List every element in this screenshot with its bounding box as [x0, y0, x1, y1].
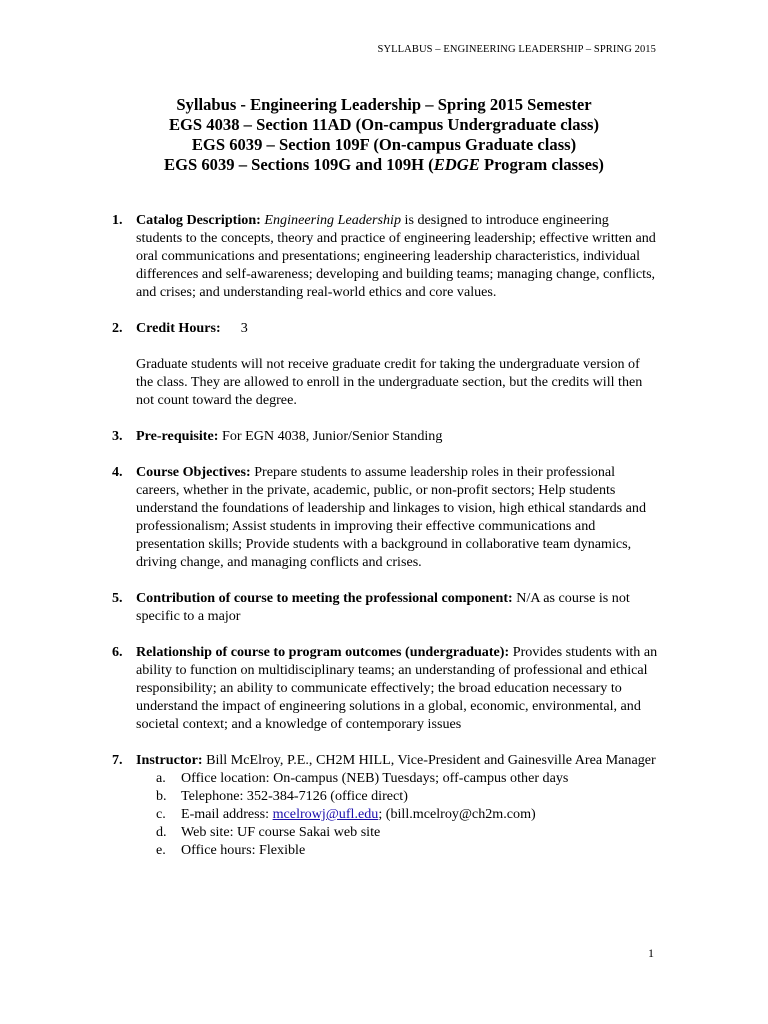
item-text: Prepare students to assume leadership roles in their professional careers, whether in the private, academic, public, or non-profit sectors; Help students understand the foundations of leadership and linkages to vision, high ethical standards and professionalism; Assist students in improving their effective communications and presentation skills; Provide students with a background in collaborative team dynamics, driving change, and managing conflicts and crises. [136, 464, 646, 570]
item-number: 3. [112, 428, 123, 444]
list-item-prerequisite [112, 427, 658, 445]
item-text: Bill McElroy, P.E., CH2M HILL, Vice-President and Gainesville Area Manager [202, 752, 656, 768]
item-number: 5. [112, 590, 123, 606]
title-line-4-prefix: EGS 6039 – Sections 109G and 109H ( [164, 155, 434, 174]
item-body [136, 463, 658, 571]
item-heading: Pre-requisite: [136, 428, 219, 444]
email-link[interactable]: mcelrowj@ufl.edu [272, 806, 379, 822]
item-heading: Contribution of course to meeting the professional component: [136, 590, 513, 606]
instructor-details [136, 769, 658, 859]
sub-item-text: Telephone: 352-384-7126 (office direct) [181, 788, 408, 804]
item-heading: Course Objectives: [136, 464, 251, 480]
item-text: Provides students with an ability to function on multidisciplinary teams; an understanding of professional and ethical responsibility; an ability to communicate effectively; the broad education necessary to understand the impact of engineering solutions in a global, economic, environmental, and societal context; and a knowledge of contemporary issues [136, 644, 658, 732]
item-number: 2. [112, 320, 123, 336]
sub-item-office-hours [136, 841, 658, 859]
item-number: 7. [112, 752, 123, 768]
sub-item-prefix: E-mail address: [181, 806, 273, 822]
item-body [136, 643, 658, 733]
page-number: 1 [648, 946, 654, 960]
item-text: is designed to introduce engineering students to the concepts, theory and practice of engineering leadership; effective written and oral communications and presentations; engineering leadership characteristics, individual differences and self-awareness; developing and building teams; managing change, conflicts, and crises; and understanding real-world ethics and core values. [136, 212, 656, 300]
item-emphasis: Engineering Leadership [264, 212, 402, 228]
title-line-1: Syllabus - Engineering Leadership – Spring 2015 Semester [176, 95, 592, 114]
sub-item-text: Web site: UF course Sakai web site [181, 824, 381, 840]
numbered-list [112, 211, 658, 877]
sub-item-telephone [136, 787, 658, 805]
item-heading: Relationship of course to program outcomes (undergraduate): [136, 644, 510, 660]
sub-item-suffix: ; (bill.mcelroy@ch2m.com) [378, 806, 536, 822]
sub-item-office-location [136, 769, 658, 787]
list-item-program-outcomes [112, 643, 658, 733]
title-line-4 [0, 155, 768, 175]
credit-hours-note: Graduate students will not receive graduate credit for taking the undergraduate version of the class. They are allowed to enroll in the undergraduate section, but the credits will then not count toward the degree. [136, 356, 643, 408]
list-item-instructor [112, 751, 658, 859]
sub-item-text: Office location: On-campus (NEB) Tuesdays; off-campus other days [181, 770, 569, 786]
list-item-course-objectives [112, 463, 658, 571]
item-body [136, 751, 658, 769]
item-body [136, 319, 658, 337]
title-line-4-suffix: Program classes) [479, 155, 604, 174]
list-item-credit-hours [112, 319, 658, 409]
item-body [136, 589, 658, 625]
item-text: N/A as course is not specific to a major [136, 590, 630, 624]
sub-item-letter: a. [156, 770, 166, 786]
title-line-3: EGS 6039 – Section 109F (On-campus Graduate class) [191, 135, 577, 154]
sub-item-letter: c. [156, 806, 166, 822]
item-body [136, 427, 658, 445]
item-heading: Catalog Description: [136, 212, 261, 228]
item-number: 6. [112, 644, 123, 660]
running-head: SYLLABUS – ENGINEERING LEADERSHIP – SPRING 2015 [377, 44, 656, 55]
item-body [136, 211, 658, 301]
credit-hours-value: 3 [240, 320, 248, 336]
item-text: For EGN 4038, Junior/Senior Standing [218, 428, 443, 444]
item-heading: Instructor: [136, 752, 203, 768]
document-title [0, 95, 768, 175]
item-number: 1. [112, 212, 123, 228]
sub-item-letter: b. [156, 788, 167, 804]
sub-item-web-site [136, 823, 658, 841]
sub-item-letter: e. [156, 842, 166, 858]
list-item-catalog-description [112, 211, 658, 301]
item-heading: Credit Hours: [136, 320, 221, 336]
list-item-professional-component [112, 589, 658, 625]
title-line-2: EGS 4038 – Section 11AD (On-campus Undergraduate class) [168, 115, 600, 134]
item-number: 4. [112, 464, 123, 480]
title-line-4-emphasis: EDGE [433, 155, 480, 174]
sub-item-text: Office hours: Flexible [181, 842, 306, 858]
sub-item-email [136, 805, 658, 823]
sub-item-letter: d. [156, 824, 167, 840]
